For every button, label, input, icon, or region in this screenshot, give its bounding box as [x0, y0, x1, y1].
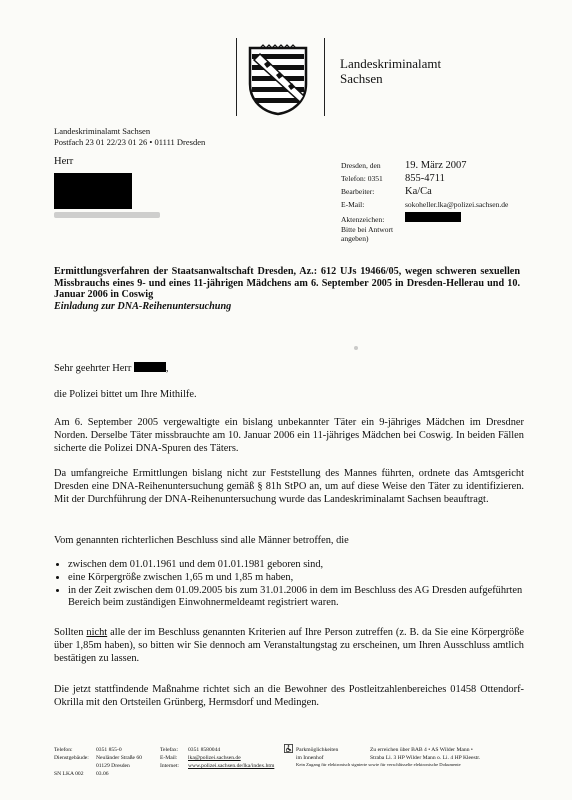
greeting-text: Sehr geehrter Herr: [54, 363, 132, 374]
footer-col-1: [54, 746, 89, 778]
wheelchair-icon: [284, 744, 293, 753]
meta-key: Dresden, den: [341, 161, 381, 170]
footer-text: Parkmöglichkeiten: [296, 747, 339, 753]
meta-row: [341, 173, 508, 186]
footer-col-3: [160, 746, 179, 770]
footer-disclaimer: Kein Zugang für elektronisch signierte sowie für verschlüsselte elektronische Dokumente: [296, 762, 461, 767]
sender-line-1: Landeskriminalamt Sachsen: [54, 126, 151, 136]
paragraph-5: [54, 627, 524, 665]
paper-speck: [354, 346, 358, 350]
letter-meta: [341, 160, 508, 243]
footer-email-link[interactable]: lka@polizei.sachsen.de: [188, 755, 241, 761]
org-line-1: Landeskriminalamt: [340, 56, 442, 71]
meta-row: [341, 199, 508, 212]
paragraph-3: Da umfangreiche Ermittlungen bislang nicht zur Feststellung des Mannes führten, ordnete das Amtsgericht Dresden eine DNA-Reihenuntersuchung gemäß § 81h StPO an, um auf diese Weise den Täter zu identifizieren. Mit der Durchführung der DNA-Reihenuntersuchung wurde das Landeskriminalamt Sachsen beauftragt.: [54, 468, 524, 505]
paragraph-1: die Polizei bittet um Ihre Mithilfe.: [54, 389, 197, 400]
meta-value: 855-4711: [405, 173, 445, 184]
footer-text: 01129 Dresden: [96, 763, 130, 769]
footer-text: Zu erreichen über BAB 4 • AS Wilder Mann •: [370, 747, 473, 753]
list-item: • in der Zeit zwischen dem 01.09.2005 bis zum 31.01.2006 in dem im Beschluss des AG Dresden aufgeführten Bereich beim zuständigen Einwohnermeldeamt registriert waren.: [68, 585, 524, 611]
recipient-salutation: Herr: [54, 156, 74, 167]
footer-text: E-Mail:: [160, 755, 178, 761]
header-divider-right: [324, 38, 325, 116]
organization-name: [340, 56, 441, 86]
meta-value: Ka/Ca: [405, 186, 432, 197]
footer-text: Dienstgebäude:: [54, 755, 89, 761]
subject-title: Ermittlungsverfahren der Staatsanwaltschaft Dresden, Az.: 612 UJs 19466/05, wegen schweren sexuellen Missbrauchs eines 9- und eines 11-jährigen Mädchens am 6. September 2005 in Dresden-Hellerau und 10. Januar 2006 in Coswig: [54, 266, 520, 301]
footer-text: Telefon:: [54, 747, 73, 753]
paragraph-6: Die jetzt stattfindende Maßnahme richtet sich an die Bewohner des Postleitzahlenbereiches 01458 Ottendorf-Okrilla mit den Ortsteilen Grünberg, Hermsdorf und Medingen.: [54, 684, 524, 708]
list-item: • eine Körpergröße zwischen 1,65 m und 1,85 m haben,: [68, 572, 524, 585]
list-item: • zwischen dem 01.01.1961 und dem 01.01.1981 geboren sind,: [68, 559, 524, 572]
footer-text: Telefax:: [160, 747, 179, 753]
meta-note-line-2: angeben): [341, 234, 369, 243]
org-line-2: Sachsen: [340, 71, 383, 86]
paragraph-2: Am 6. September 2005 vergewaltigte ein bislang unbekannter Täter ein 9-jähriges Mädchen im Dresdner Norden. Derselbe Täter missbrauchte am 10. Januar 2006 ein 11-jähriges Mädchen bei Coswig. In beiden Fällen sicherte die Polizei DNA-Spuren des Täters.: [54, 417, 524, 454]
meta-key: Telefon: 0351: [341, 174, 383, 183]
footer-text: SN LKA 002: [54, 771, 84, 777]
header-divider-left: [236, 38, 237, 116]
footer-text: [54, 762, 89, 770]
criteria-list: [54, 559, 524, 610]
meta-row: [341, 186, 508, 199]
meta-key: Aktenzeichen:: [341, 215, 385, 224]
footer-col-5: [296, 746, 338, 762]
meta-row: [341, 160, 508, 173]
footer-text: 03.06: [96, 771, 109, 777]
redacted-file-number: [405, 212, 461, 222]
meta-note-line-1: Bitte bei Antwort: [341, 225, 394, 234]
sender-line-2: Postfach 23 01 22/23 01 26 • 01111 Dresden: [54, 137, 206, 147]
footer-text: Neuländer Straße 60: [96, 755, 142, 761]
redacted-recipient-name: [54, 173, 132, 209]
footer-col-4: [188, 746, 274, 770]
subject-block: [54, 266, 520, 312]
meta-value: sokoheller.lka@polizei.sachsen.de: [405, 200, 509, 209]
subject-invitation: Einladung zur DNA-Reihenuntersuchung: [54, 300, 232, 312]
greeting: [54, 362, 524, 376]
footer-col-2: [96, 746, 142, 778]
redacted-greeting-name: [134, 362, 166, 372]
blurred-address-line: [54, 212, 160, 218]
meta-key: E-Mail:: [341, 200, 365, 209]
meta-value: 19. März 2007: [405, 160, 467, 171]
meta-key: Bearbeiter:: [341, 187, 375, 196]
footer-text: 0351 855-0: [96, 747, 122, 753]
greeting-comma: ,: [165, 363, 169, 374]
footer-text: Straba Li. 3 HP Wilder Mann o. Li. 4 HP Kleestr.: [370, 755, 481, 761]
p5-rest: alle der im Beschluss genannten Kriterien auf Ihre Person zutreffen (z. B. da Sie eine Körpergröße über 1,85m haben), so bitten wir Sie dennoch am Veranstaltungstag zu erscheinen, um Ihren Ausschluss amtlich bestätigen zu lassen.: [54, 627, 524, 664]
footer-text: 0351 8580044: [188, 747, 221, 753]
paragraph-4: Vom genannten richterlichen Beschluss sind alle Männer betroffen, die: [54, 535, 349, 546]
p5-start: Sollten: [54, 627, 84, 638]
p5-underlined: nicht: [86, 627, 108, 638]
footer-website-link[interactable]: www.polizei.sachsen.de/lka/index.htm: [188, 763, 275, 769]
saxony-coat-of-arms-icon: [246, 44, 310, 116]
footer-text: Internet:: [160, 763, 179, 769]
footer-col-6: [370, 746, 566, 762]
sender-address: [54, 126, 205, 148]
footer-text: im Innenhof: [296, 755, 324, 761]
meta-row: [341, 212, 508, 225]
